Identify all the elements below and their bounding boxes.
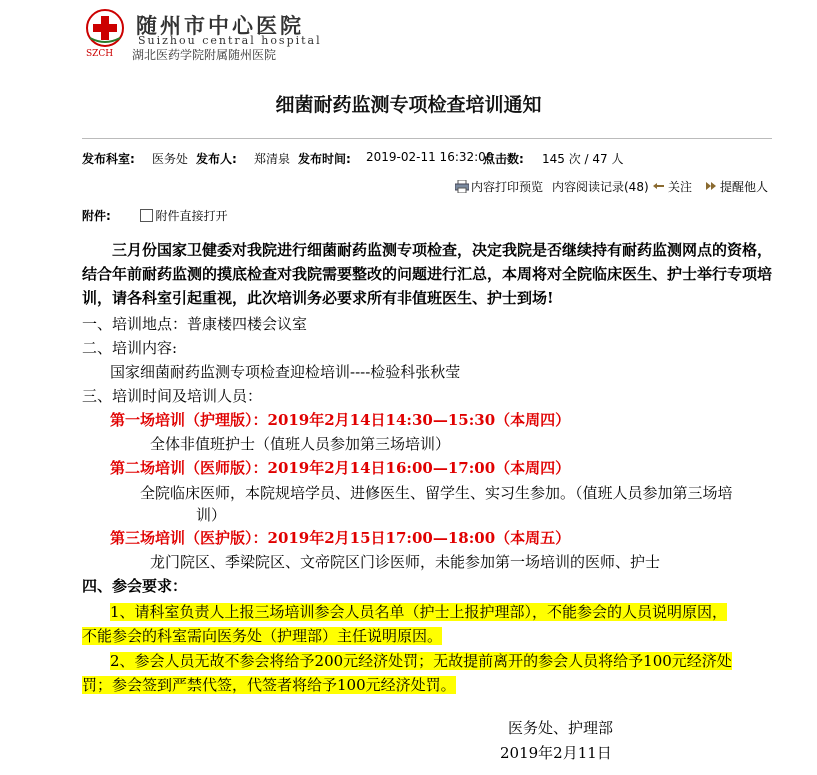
session-3-title: 第三场培训（医护版）：2019年2月15日17:00—18:00（本周五） — [110, 529, 571, 547]
signature: 医务处、护理部 — [508, 719, 614, 737]
session-1-people: 全体非值班护士（值班人员参加第三场培训） — [150, 435, 451, 453]
session-2-people-line1: 全院临床医师，本院规培学员、进修医生、留学生、实习生参加。（值班人员参加第三场培 — [140, 484, 733, 502]
session-3-people: 龙门院区、季梁院区、文帝院区门诊医师，未能参加第一场培训的医师、护士 — [150, 553, 661, 571]
requirement-1-line1: 1、请科室负责人上报三场培训参会人员名单（护士上报护理部），不能参会的人员说明原因， — [110, 603, 728, 621]
print-preview-link[interactable]: 内容打印预览 — [455, 178, 543, 195]
meta-clicks-label: 点击数: — [483, 152, 524, 166]
meta-time-label: 发布时间: — [298, 152, 351, 166]
requirement-2-line2: 罚；参会签到严禁代签，代签者将给予100元经济处罚。 — [82, 676, 456, 694]
requirement-1-line2: 不能参会的科室需向医务处（护理部）主任说明原因。 — [82, 627, 443, 645]
session-2-people-line2: 训） — [196, 506, 227, 524]
session-2-title: 第二场培训（医师版）：2019年2月14日16:00—17:00（本周四） — [110, 459, 571, 477]
printer-icon — [455, 180, 469, 193]
requirement-2-line1: 2、参会人员无故不参会将给予200元经济处罚；无故提前离开的参会人员将给予100元经济处 — [110, 652, 732, 670]
read-log-link[interactable]: 内容阅读记录(48) — [552, 180, 649, 194]
follow-icon — [652, 180, 666, 193]
title-divider — [82, 138, 772, 139]
attachments-label: 附件: — [82, 209, 111, 223]
follow-link[interactable]: 关注 — [652, 178, 692, 195]
remind-link[interactable]: 提醒他人 — [704, 178, 768, 195]
intro-paragraph: 三月份国家卫健委对我院进行细菌耐药监测专项检查，决定我院是否继续持有耐药监测网点的资格，结合年前耐药监测的摸底检查对我院需要整改的问题进行汇总，本周将对全院临床医生、护士举行专项培训，请各科室引起重视，此次培训务必要求所有非值班医生、护士到场! — [82, 241, 773, 307]
meta-author-label: 发布人: — [196, 152, 237, 166]
section-1: 一、培训地点：普康楼四楼会议室 — [82, 315, 308, 333]
remind-icon — [704, 180, 718, 193]
section-2-content: 国家细菌耐药监测专项检查迎检培训----检验科张秋莹 — [110, 363, 461, 381]
session-1-title: 第一场培训（护理版）：2019年2月14日14:30—15:30（本周四） — [110, 411, 571, 429]
hospital-name: 随州市中心医院 — [136, 14, 304, 38]
page-title: 细菌耐药监测专项检查培训通知 — [275, 94, 542, 116]
meta-dept-value: 医务处 — [152, 152, 189, 166]
attachments-row — [82, 207, 227, 224]
hospital-subtitle: 湖北医药学院附属随州医院 — [132, 48, 277, 62]
meta-time-value: 2019-02-11 16:32:00 — [366, 150, 494, 164]
meta-clicks-value: 145 次 / 47 人 — [542, 152, 624, 166]
attachment-open-label: 附件直接打开 — [155, 209, 228, 223]
meta-author-value: 郑清泉 — [254, 152, 291, 166]
attachment-open-checkbox[interactable] — [140, 209, 153, 222]
red-cross-icon — [80, 8, 130, 48]
section-4-heading: 四、参会要求： — [82, 577, 188, 595]
hospital-name-en: Suizhou central hospital — [138, 34, 322, 47]
meta-dept-label: 发布科室: — [82, 152, 135, 166]
logo-code: SZCH — [86, 49, 114, 59]
section-2-heading: 二、培训内容: — [82, 339, 178, 357]
section-3-heading: 三、培训时间及培训人员： — [82, 387, 263, 405]
publish-date: 2019年2月11日 — [500, 744, 612, 762]
